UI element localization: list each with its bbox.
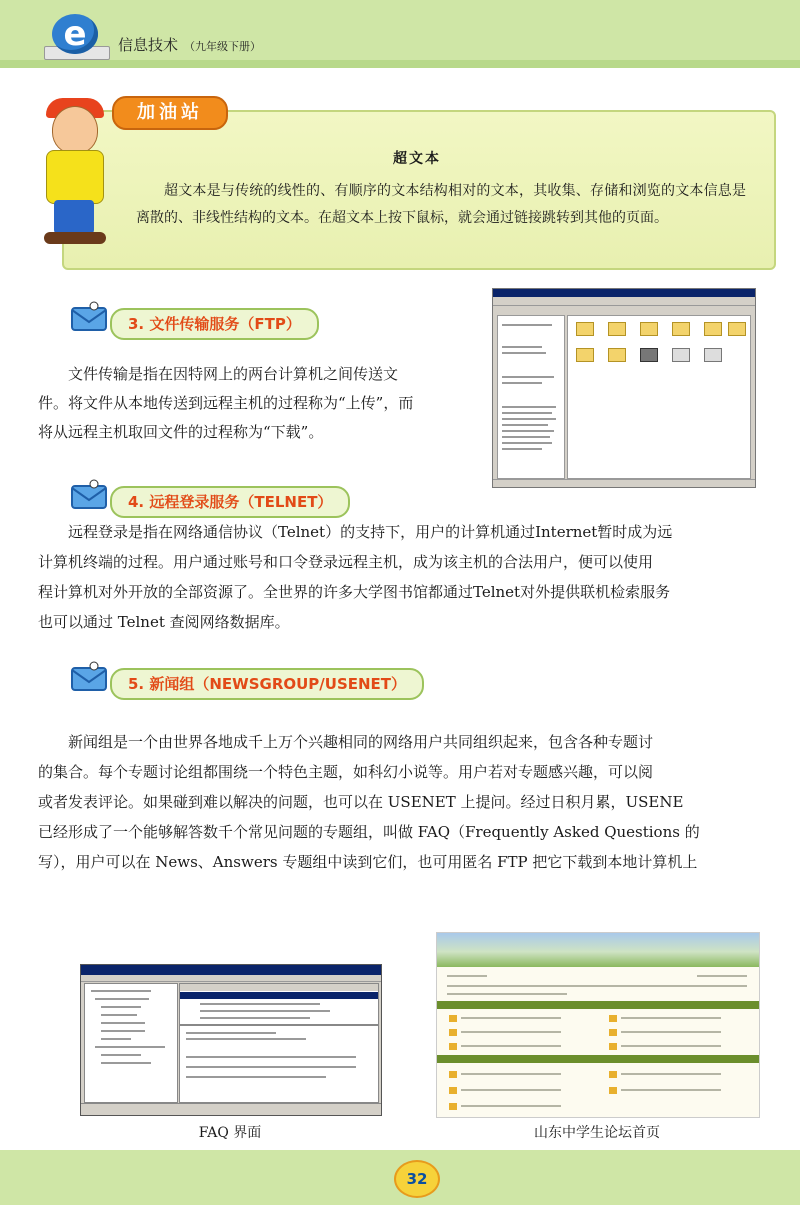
window-titlebar	[81, 965, 381, 975]
book-title	[118, 34, 261, 55]
ftp-line-3: 将从远程主机取回文件的过程称为“下载”。	[38, 423, 324, 441]
tip-text: 超文本是与传统的线性的、有顺序的文本结构相对的文本，其收集、存储和浏览的文本信息是离散的、非线性结构的文本。在超文本上按下鼠标，就会通过链接跳转到其他的页面。	[136, 183, 746, 226]
faq-screenshot	[80, 964, 382, 1116]
window-menubar	[493, 297, 755, 306]
forum-homepage-screenshot	[436, 932, 760, 1118]
book-subtitle: （九年级下册）	[184, 40, 262, 53]
tip-title: 超文本	[393, 151, 441, 167]
window-menubar	[81, 975, 381, 982]
ie-logo-icon: e	[52, 14, 98, 54]
news-line-2: 的集合。每个专题讨论组都围绕一个特色主题，如科幻小说等。用户若对专题感兴趣，可以阅	[38, 763, 654, 781]
message-preview-panel	[179, 1025, 379, 1103]
window-statusbar	[81, 1103, 381, 1116]
telnet-line-3: 程计算机对外开放的全部资源了。全世界的许多大学图书馆都通过Telnet对外提供联机检索服务	[38, 583, 671, 601]
section-heading-newsgroup: 5. 新闻组（NEWSGROUP/USENET）	[110, 668, 424, 700]
telnet-line-1: 远程登录是指在网络通信协议（Telnet）的支持下，用户的计算机通过Internet暂时成为远	[68, 523, 673, 541]
tip-label: 加油站	[112, 96, 228, 130]
forum-section-bar	[437, 1001, 759, 1009]
faq-caption: FAQ 界面	[198, 1125, 262, 1141]
news-line-1: 新闻组是一个由世界各地成千上万个兴趣相同的网络用户共同组织起来，包含各种专题讨	[68, 733, 654, 751]
envelope-icon	[68, 660, 112, 694]
ftp-browser-screenshot	[492, 288, 756, 488]
folder-tree-panel	[84, 983, 178, 1103]
ftp-folder-panel	[567, 315, 751, 479]
forum-banner	[437, 933, 759, 967]
telnet-line-2: 计算机终端的过程。用户通过账号和口令登录远程主机，成为该主机的合法用户，便可以使用	[38, 553, 654, 571]
forum-section-bar	[437, 1055, 759, 1063]
telnet-line-4: 也可以通过 Telnet 查阅网络数据库。	[38, 613, 290, 631]
window-titlebar	[493, 289, 755, 297]
message-list-panel	[179, 983, 379, 1025]
section-heading-ftp: 3. 文件传输服务（FTP）	[110, 308, 319, 340]
ftp-line-2: 件。将文件从本地传送到远程主机的过程称为“上传”，而	[38, 394, 414, 412]
header-stripe	[0, 60, 800, 68]
book-title-text: 信息技术	[118, 36, 179, 54]
section-heading-telnet: 4. 远程登录服务（TELNET）	[110, 486, 350, 518]
ftp-sidebar-panel	[497, 315, 565, 479]
news-line-4: 已经形成了一个能够解答数千个常见问题的专题组，叫做 FAQ（Frequently Asked Questions 的	[38, 823, 700, 841]
news-line-3: 或者发表评论。如果碰到难以解决的问题，也可以在 USENET 上提问。经过日积月累，USENE	[38, 793, 684, 811]
window-statusbar	[493, 479, 755, 488]
forum-caption: 山东中学生论坛首页	[534, 1125, 660, 1141]
cartoon-boy-head	[52, 106, 98, 154]
envelope-icon	[68, 300, 112, 334]
page-number: 32	[394, 1160, 440, 1198]
cartoon-boy-shoes	[44, 232, 106, 244]
news-line-5: 写），用户可以在 News、Answers 专题组中读到它们，也可用匿名 FTP 把它下载到本地计算机上	[38, 853, 698, 871]
ftp-line-1: 文件传输是指在因特网上的两台计算机之间传送文	[68, 365, 399, 383]
envelope-icon	[68, 478, 112, 512]
cartoon-boy-legs	[54, 200, 94, 234]
